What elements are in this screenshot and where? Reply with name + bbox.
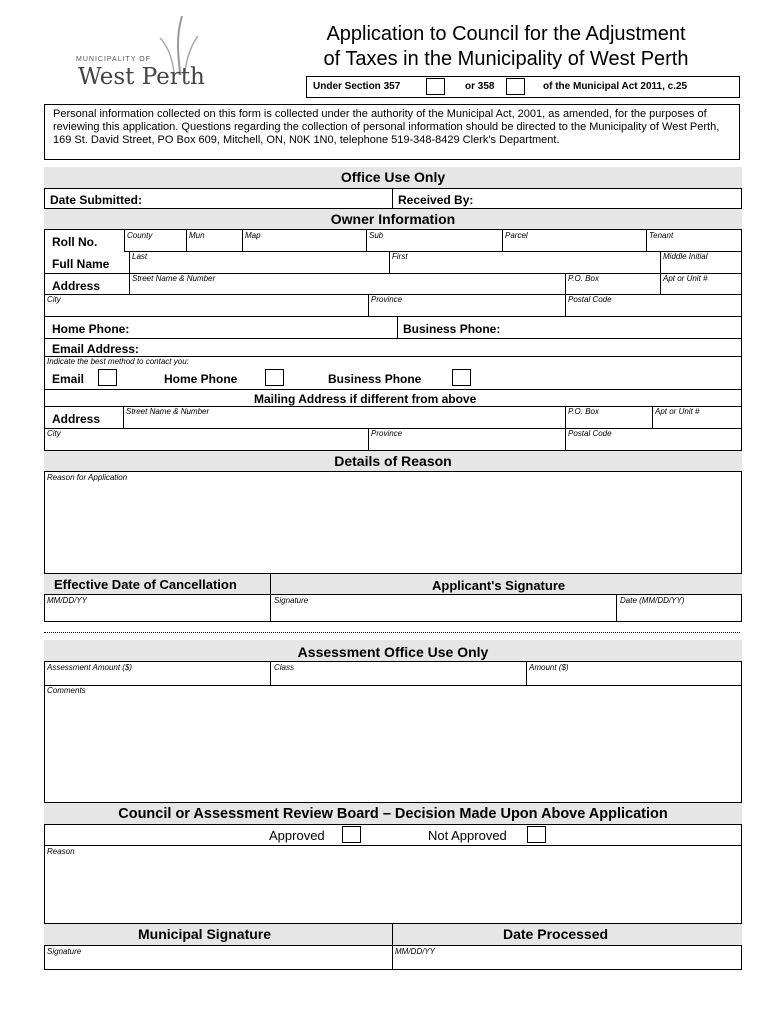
comments-field[interactable] <box>46 697 740 801</box>
date-processed-format-label: MM/DD/YY <box>395 947 435 956</box>
council-decision-heading: Council or Assessment Review Board – Decision Made Upon Above Application <box>44 802 742 825</box>
not-approved-label: Not Approved <box>428 828 507 843</box>
effective-date-heading: Effective Date of Cancellation <box>54 577 237 592</box>
cut-line <box>44 632 740 633</box>
county-label: County <box>127 231 153 240</box>
title-line-2: of Taxes in the Municipality of West Perth <box>323 48 689 70</box>
parcel-label: Parcel <box>505 231 528 240</box>
office-use-heading: Office Use Only <box>44 167 742 189</box>
address-label: Address <box>52 279 101 293</box>
tenant-label: Tenant <box>649 231 674 240</box>
or-358-label: or 358 <box>465 81 495 92</box>
section-358-checkbox[interactable] <box>506 78 525 95</box>
email-address-label: Email Address: <box>52 342 139 356</box>
sub-label: Sub <box>369 231 384 240</box>
approved-label: Approved <box>269 828 325 843</box>
act-label: of the Municipal Act 2011, c.25 <box>543 81 688 92</box>
logo-small-text: MUNICIPALITY OF <box>76 56 152 63</box>
last-name-label: Last <box>132 252 148 261</box>
province-label: Province <box>371 295 403 304</box>
under-section-label: Under Section 357 <box>313 81 401 92</box>
postal-code-label: Postal Code <box>568 295 612 304</box>
section-357-checkbox[interactable] <box>426 78 445 95</box>
contact-email-checkbox[interactable] <box>98 369 117 386</box>
applicant-signature-heading: Applicant's Signature <box>432 578 566 593</box>
street-label: Street Name & Number <box>132 274 216 283</box>
mailing-address-heading: Mailing Address if different from above <box>254 392 477 406</box>
business-phone-label: Business Phone: <box>403 322 501 336</box>
effective-date-format-label: MM/DD/YY <box>47 596 87 605</box>
mailing-address-label: Address <box>52 412 101 426</box>
municipal-signature-heading: Municipal Signature <box>138 926 272 942</box>
mailing-province-label: Province <box>371 429 403 438</box>
contact-home-phone-label: Home Phone <box>164 372 238 386</box>
mun-label: Mun <box>189 231 205 240</box>
mailing-po-box-label: P.O. Box <box>568 407 599 416</box>
reason-for-application-field[interactable] <box>46 484 740 572</box>
contact-home-phone-checkbox[interactable] <box>265 369 284 386</box>
middle-initial-label: Middle Initial <box>663 252 708 261</box>
received-by-label: Received By: <box>398 193 474 207</box>
contact-business-phone-label: Business Phone <box>328 372 422 386</box>
first-name-label: First <box>392 252 408 261</box>
mailing-postal-code-label: Postal Code <box>568 429 612 438</box>
contact-email-label: Email <box>52 372 85 386</box>
logo-name: West Perth <box>78 64 205 90</box>
applicant-date-label: Date (MM/DD/YY) <box>620 596 685 605</box>
full-name-label: Full Name <box>52 257 110 271</box>
home-phone-label: Home Phone: <box>52 322 130 336</box>
received-by-field[interactable] <box>494 190 740 207</box>
assessment-amount-label: Assessment Amount ($) <box>47 663 133 672</box>
form-title <box>266 22 746 72</box>
approved-checkbox[interactable] <box>342 826 361 843</box>
reason-for-application-label: Reason for Application <box>47 473 128 482</box>
applicant-signature-label: Signature <box>274 596 309 605</box>
section-selector <box>306 76 740 98</box>
comments-label: Comments <box>47 686 86 695</box>
contact-method-instruction: Indicate the best method to contact you: <box>47 357 189 366</box>
city-label: City <box>47 295 61 304</box>
municipality-logo <box>72 14 212 90</box>
apt-label: Apt or Unit # <box>663 274 708 283</box>
amount-label: Amount ($) <box>529 663 569 672</box>
mailing-street-label: Street Name & Number <box>126 407 210 416</box>
decision-reason-label: Reason <box>47 847 75 856</box>
class-label: Class <box>274 663 295 672</box>
po-box-label: P.O. Box <box>568 274 599 283</box>
privacy-notice: Personal information collected on this form is collected under the authority of the Municipal Act, 2001, as amended, for the purposes of reviewing this application. Questions regarding the collection of personal information should be directed to the Municipality of West Perth, 169 St. David Street, PO Box 609, Mitchell, ON, N0K 1N0, telephone 519-348-8429 Clerk's Department. <box>44 104 740 160</box>
map-label: Map <box>245 231 261 240</box>
title-line-1: Application to Council for the Adjustment <box>326 23 686 45</box>
contact-business-phone-checkbox[interactable] <box>452 369 471 386</box>
roll-no-label: Roll No. <box>52 235 98 249</box>
owner-info-heading: Owner Information <box>44 208 742 230</box>
details-of-reason-heading: Details of Reason <box>44 450 742 472</box>
not-approved-checkbox[interactable] <box>527 826 546 843</box>
date-processed-heading: Date Processed <box>503 926 609 942</box>
decision-reason-field[interactable] <box>46 858 740 922</box>
mailing-apt-label: Apt or Unit # <box>655 407 700 416</box>
municipal-signature-label: Signature <box>47 947 82 956</box>
date-submitted-label: Date Submitted: <box>50 193 143 207</box>
mailing-city-label: City <box>47 429 61 438</box>
date-submitted-field[interactable] <box>166 190 390 207</box>
assessment-office-heading: Assessment Office Use Only <box>44 640 742 662</box>
